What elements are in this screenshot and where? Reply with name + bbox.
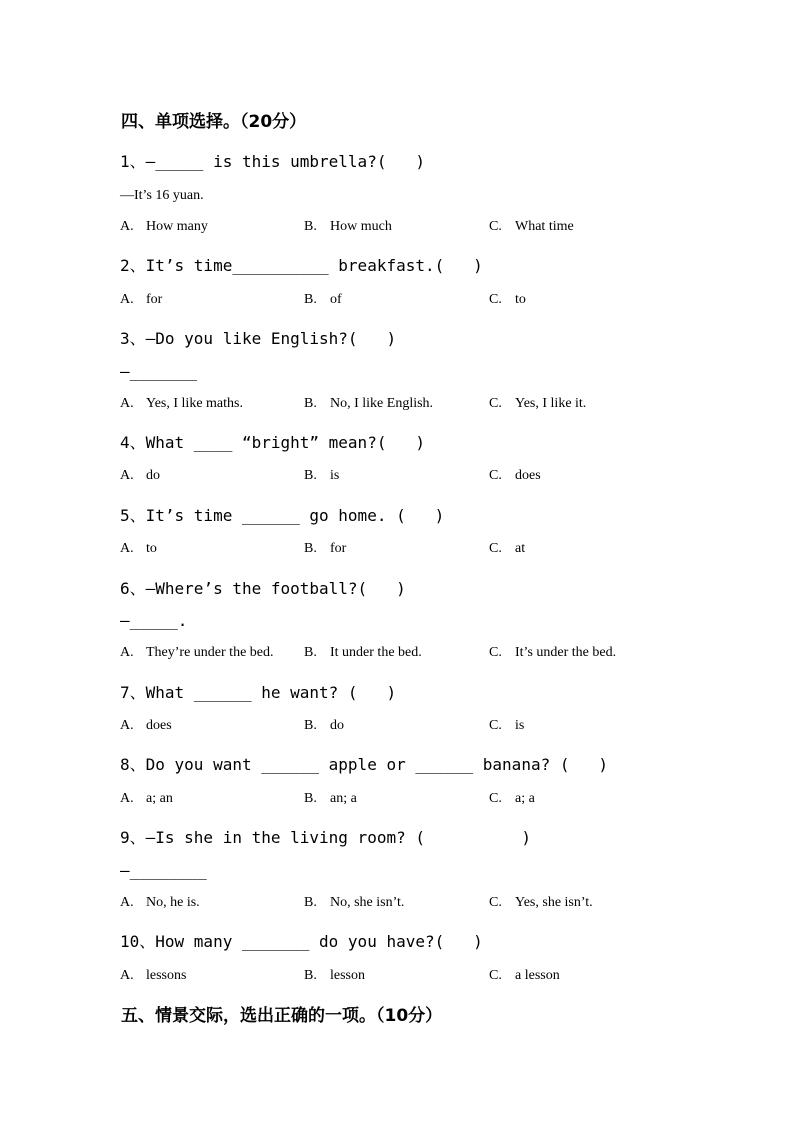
option-text: a; a [515,791,535,806]
option-text: for [146,292,163,307]
question-10-option-a[interactable] [120,968,186,984]
question-3-option-a[interactable] [120,396,243,412]
section-five-title: 五、情景交际，选出正确的一项。（10分） [121,1006,443,1026]
question-4-option-c[interactable] [489,468,541,484]
option-letter: A. [120,968,134,983]
question-3-option-b[interactable] [304,396,433,412]
option-text: What time [515,219,574,234]
option-text: Yes, she isn’t. [515,895,593,910]
option-letter: A. [120,718,134,733]
question-2-option-c[interactable] [489,292,526,308]
option-text: do [146,468,160,483]
option-letter: A. [120,468,134,483]
option-letter: B. [304,396,317,411]
question-1: 1、—_____ is this umbrella?( ) [120,152,425,171]
option-text: It’s under the bed. [515,645,617,660]
option-letter: C. [489,895,502,910]
option-letter: C. [489,396,502,411]
question-9-option-b[interactable] [304,895,404,911]
question-8-option-c[interactable] [489,791,535,807]
section-four-title: 四、单项选择。（20分） [121,112,307,132]
option-text: lessons [146,968,187,983]
option-letter: C. [489,968,502,983]
option-letter: B. [304,645,317,660]
question-2-option-a[interactable] [120,292,162,308]
option-text: They’re under the bed. [146,645,274,660]
question-8-option-a[interactable] [120,791,173,807]
question-5: 5、It’s time ______ go home. ( ) [120,506,445,525]
option-text: How much [330,219,392,234]
option-letter: B. [304,895,317,910]
option-letter: C. [489,292,502,307]
question-1-option-c[interactable] [489,219,574,235]
option-text: No, she isn’t. [330,895,405,910]
option-letter: A. [120,396,134,411]
question-9-option-a[interactable] [120,895,200,911]
question-4: 4、What ____ “bright” mean?( ) [120,433,425,452]
question-5-option-a[interactable] [120,541,157,557]
question-4-option-b[interactable] [304,468,339,484]
option-letter: C. [489,718,502,733]
option-letter: A. [120,895,134,910]
option-text: does [515,468,541,483]
option-text: No, he is. [146,895,200,910]
question-7-option-b[interactable] [304,718,344,734]
option-letter: A. [120,292,134,307]
option-text: does [146,718,172,733]
option-letter: B. [304,468,317,483]
question-6-response-blank[interactable]: —_____. [120,611,188,630]
option-text: No, I like English. [330,396,434,411]
question-8: 8、Do you want ______ apple or ______ banana? ( ) [120,755,609,774]
question-1-response: —It’s 16 yuan. [120,188,204,203]
question-9: 9、—Is she in the living room? ( ) [120,828,531,847]
option-text: lesson [330,968,365,983]
option-letter: A. [120,219,134,234]
option-letter: C. [489,645,502,660]
question-3-option-c[interactable] [489,396,586,412]
option-letter: B. [304,968,317,983]
question-9-response-blank[interactable]: —________ [120,861,207,880]
option-letter: B. [304,718,317,733]
question-6-option-c[interactable] [489,645,616,661]
question-8-option-b[interactable] [304,791,357,807]
option-text: How many [146,219,208,234]
option-text: a; an [146,791,173,806]
option-letter: C. [489,541,502,556]
option-text: at [515,541,526,556]
question-7-option-c[interactable] [489,718,524,734]
option-letter: C. [489,219,502,234]
question-2-option-b[interactable] [304,292,342,308]
question-10-option-c[interactable] [489,968,560,984]
option-text: an; a [330,791,357,806]
option-letter: C. [489,791,502,806]
question-5-option-c[interactable] [489,541,525,557]
option-text: to [515,292,526,307]
option-text: is [515,718,525,733]
question-3-response-blank[interactable]: —_______ [120,362,198,381]
question-4-option-a[interactable] [120,468,160,484]
option-text: of [330,292,342,307]
question-10: 10、How many _______ do you have?( ) [120,932,483,951]
option-text: Yes, I like it. [515,396,587,411]
question-2: 2、It’s time__________ breakfast.( ) [120,256,483,275]
option-text: for [330,541,347,556]
question-6: 6、—Where’s the football?( ) [120,579,406,598]
option-letter: B. [304,219,317,234]
question-7: 7、What ______ he want? ( ) [120,683,397,702]
question-6-option-a[interactable] [120,645,274,661]
question-1-option-b[interactable] [304,219,392,235]
question-10-option-b[interactable] [304,968,365,984]
option-letter: B. [304,791,317,806]
option-text: to [146,541,157,556]
option-letter: B. [304,292,317,307]
option-text: is [330,468,340,483]
option-text: do [330,718,344,733]
option-letter: A. [120,645,134,660]
option-text: a lesson [515,968,560,983]
question-3: 3、—Do you like English?( ) [120,329,397,348]
option-letter: A. [120,791,134,806]
question-7-option-a[interactable] [120,718,172,734]
question-9-option-c[interactable] [489,895,593,911]
question-5-option-b[interactable] [304,541,346,557]
option-letter: A. [120,541,134,556]
option-text: Yes, I like maths. [146,396,243,411]
option-text: It under the bed. [330,645,422,660]
question-6-option-b[interactable] [304,645,422,661]
option-letter: B. [304,541,317,556]
question-1-option-a[interactable] [120,219,208,235]
option-letter: C. [489,468,502,483]
